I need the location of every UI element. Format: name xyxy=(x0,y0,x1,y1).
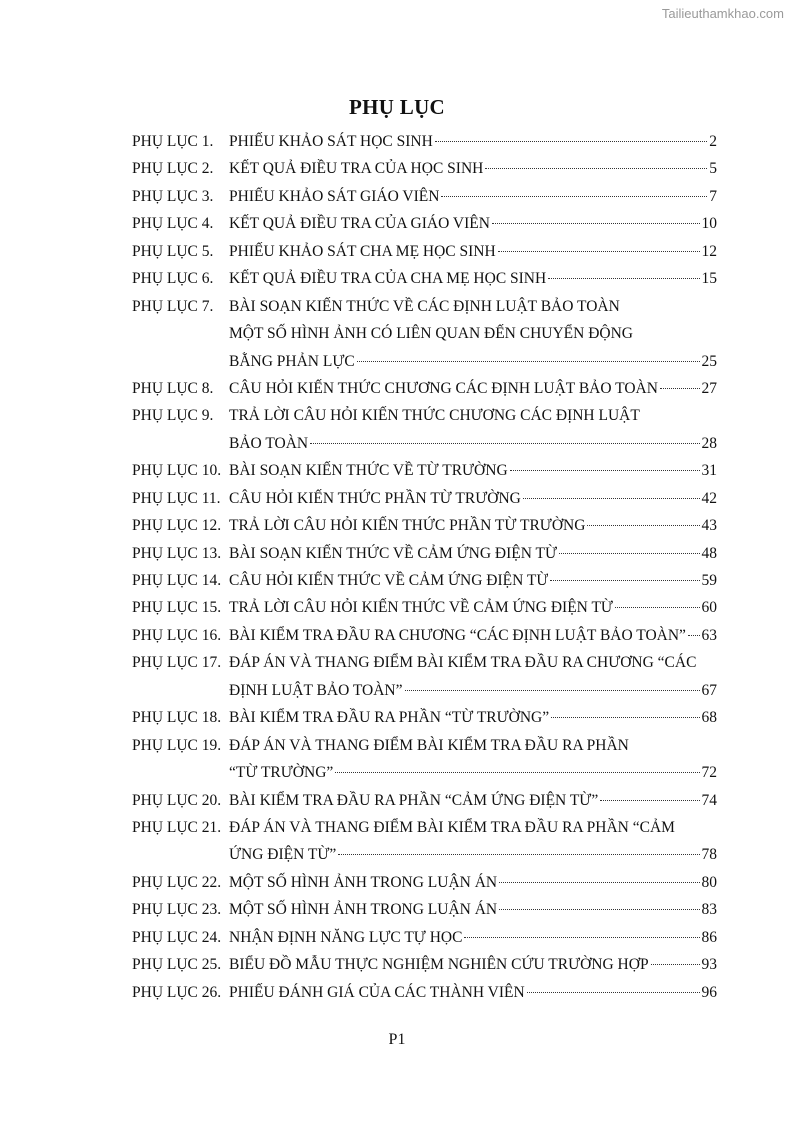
toc-entry-page: 59 xyxy=(701,572,717,589)
toc-entry-page: 43 xyxy=(701,517,717,535)
toc-entry-label: PHỤ LỤC 25. xyxy=(132,956,222,974)
dot-leader xyxy=(405,689,700,691)
dot-leader xyxy=(338,853,699,855)
toc-entry-label: PHỤ LỤC 1. xyxy=(132,133,214,150)
toc-entry-label: PHỤ LỤC 8. xyxy=(132,379,214,397)
dot-leader xyxy=(310,442,699,444)
dot-leader xyxy=(485,167,707,169)
toc-entry-title: CÂU HỎI KIẾN THỨC VỀ CẢM ỨNG ĐIỆN TỪ xyxy=(229,572,549,589)
dot-leader xyxy=(335,771,699,773)
table-of-contents xyxy=(132,128,717,1006)
toc-entry-title: BÀI SOẠN KIẾN THỨC VỀ TỪ TRƯỜNG xyxy=(229,462,508,480)
toc-entry-title: CÂU HỎI KIẾN THỨC CHƯƠNG CÁC ĐỊNH LUẬT BẢO TOÀN xyxy=(229,379,658,397)
toc-entry[interactable] xyxy=(132,841,717,868)
toc-entry-label: PHỤ LỤC 16. xyxy=(132,626,222,644)
toc-entry[interactable] xyxy=(132,567,717,594)
toc-entry-label: PHỤ LỤC 26. xyxy=(132,983,222,1001)
toc-entry-page: 80 xyxy=(701,873,717,891)
toc-entry-label: PHỤ LỤC 15. xyxy=(132,599,222,617)
dot-leader xyxy=(660,387,700,389)
toc-entry[interactable] xyxy=(132,594,717,621)
toc-entry-title: ĐỊNH LUẬT BẢO TOÀN” xyxy=(229,681,403,699)
toc-entry-page: 74 xyxy=(701,791,717,809)
toc-entry[interactable] xyxy=(132,951,717,978)
toc-entry-label: PHỤ LỤC 13. xyxy=(132,544,222,562)
dot-leader xyxy=(523,497,700,499)
toc-entry-title: BẰNG PHẢN LỰC xyxy=(229,352,355,370)
toc-entry-page: 78 xyxy=(701,846,717,864)
toc-entry-title: BÀI KIỂM TRA ĐẦU RA CHƯƠNG “CÁC ĐỊNH LUẬT BẢO TOÀN” xyxy=(229,626,686,644)
toc-entry-title: TRẢ LỜI CÂU HỎI KIẾN THỨC VỀ CẢM ỨNG ĐIỆN TỪ xyxy=(229,599,613,617)
dot-leader xyxy=(499,881,699,883)
dot-leader xyxy=(492,222,700,224)
toc-entry[interactable] xyxy=(132,814,717,841)
toc-entry-label: PHỤ LỤC 19. xyxy=(132,736,222,754)
dot-leader xyxy=(464,936,699,938)
toc-entry-title: ĐÁP ÁN VÀ THANG ĐIỂM BÀI KIỂM TRA ĐẦU RA PHẦN xyxy=(229,736,629,754)
toc-entry[interactable] xyxy=(132,155,717,182)
toc-entry-title: BIỂU ĐỒ MẪU THỰC NGHIỆM NGHIÊN CỨU TRƯỜNG HỢP xyxy=(229,956,649,974)
toc-entry-label: PHỤ LỤC 22. xyxy=(132,873,222,891)
toc-entry-label: PHỤ LỤC 2. xyxy=(132,160,214,178)
toc-entry-page: 12 xyxy=(701,242,717,260)
toc-entry-label: PHỤ LỤC 12. xyxy=(132,517,222,535)
toc-entry[interactable] xyxy=(132,348,717,375)
dot-leader xyxy=(550,579,699,581)
toc-entry[interactable] xyxy=(132,430,717,457)
toc-entry-title: PHIẾU KHẢO SÁT CHA MẸ HỌC SINH xyxy=(229,242,496,260)
toc-entry-title: KẾT QUẢ ĐIỀU TRA CỦA CHA MẸ HỌC SINH xyxy=(229,270,547,288)
toc-entry-label: PHỤ LỤC 7. xyxy=(132,297,214,315)
page-title: PHỤ LỤC xyxy=(348,95,445,119)
dot-leader xyxy=(441,195,707,197)
toc-entry-page: 96 xyxy=(701,983,717,1001)
watermark: Tailieuthamkhao.com xyxy=(661,6,784,21)
toc-entry-label: PHỤ LỤC 23. xyxy=(132,901,222,919)
toc-entry[interactable] xyxy=(132,649,717,676)
toc-entry-page: 68 xyxy=(701,709,717,727)
dot-leader xyxy=(600,799,699,801)
toc-entry-title: PHIẾU KHẢO SÁT HỌC SINH xyxy=(229,133,433,150)
dot-leader xyxy=(435,140,707,142)
toc-entry-page: 15 xyxy=(701,270,717,288)
toc-entry-title: BÀI SOẠN KIẾN THỨC VỀ CẢM ỨNG ĐIỆN TỪ xyxy=(229,544,557,562)
toc-entry[interactable] xyxy=(132,512,717,539)
toc-entry[interactable] xyxy=(132,375,717,402)
dot-leader xyxy=(587,524,699,526)
toc-entry-title: ĐÁP ÁN VÀ THANG ĐIỂM BÀI KIỂM TRA ĐẦU RA CHƯƠNG “CÁC xyxy=(229,654,697,672)
toc-entry-page: 5 xyxy=(709,160,717,178)
toc-entry-label: PHỤ LỤC 5. xyxy=(132,242,214,260)
toc-entry-page: 2 xyxy=(709,133,717,150)
toc-entry-page: 63 xyxy=(701,626,717,644)
toc-entry-label: PHỤ LỤC 6. xyxy=(132,270,214,288)
toc-entry-title: PHIẾU ĐÁNH GIÁ CỦA CÁC THÀNH VIÊN xyxy=(229,983,525,1001)
toc-entry-title: CÂU HỎI KIẾN THỨC PHẦN TỪ TRƯỜNG xyxy=(229,489,521,507)
toc-entry[interactable] xyxy=(132,540,717,567)
dot-leader xyxy=(615,606,700,608)
page-number: P1 xyxy=(388,1031,406,1048)
toc-entry-label: PHỤ LỤC 21. xyxy=(132,818,222,836)
toc-entry-label: PHỤ LỤC 4. xyxy=(132,215,214,233)
toc-entry-page: 7 xyxy=(709,187,717,205)
toc-entry-title: PHIẾU KHẢO SÁT GIÁO VIÊN xyxy=(229,187,440,205)
toc-entry-page: 72 xyxy=(701,764,717,782)
toc-entry-page: 83 xyxy=(701,901,717,919)
toc-entry-page: 67 xyxy=(701,681,717,699)
toc-entry-title: “TỪ TRƯỜNG” xyxy=(229,764,334,782)
toc-entry-title: ỨNG ĐIỆN TỪ” xyxy=(229,846,337,864)
toc-entry-page: 31 xyxy=(701,462,717,480)
toc-entry-page: 93 xyxy=(701,956,717,974)
toc-entry-page: 60 xyxy=(701,599,717,617)
toc-entry-title: NHẬN ĐỊNH NĂNG LỰC TỰ HỌC xyxy=(229,928,463,946)
toc-entry[interactable] xyxy=(132,979,717,1006)
toc-entry-label: PHỤ LỤC 10. xyxy=(132,462,222,480)
toc-entry[interactable] xyxy=(132,704,717,731)
toc-entry-label: PHỤ LỤC 20. xyxy=(132,791,222,809)
toc-entry[interactable] xyxy=(132,457,717,484)
toc-entry[interactable] xyxy=(132,869,717,896)
toc-entry-page: 10 xyxy=(701,215,717,233)
toc-entry-label: PHỤ LỤC 17. xyxy=(132,654,222,672)
toc-entry[interactable] xyxy=(132,759,717,786)
toc-entry-label: PHỤ LỤC 9. xyxy=(132,407,214,425)
toc-entry[interactable] xyxy=(132,128,717,155)
toc-entry[interactable] xyxy=(132,210,717,237)
toc-entry[interactable] xyxy=(132,677,717,704)
toc-entry-page: 25 xyxy=(701,352,717,370)
toc-entry-title: ĐÁP ÁN VÀ THANG ĐIỂM BÀI KIỂM TRA ĐẦU RA PHẦN “CẢM xyxy=(229,818,675,836)
toc-entry[interactable] xyxy=(132,787,717,814)
toc-entry-title: MỘT SỐ HÌNH ẢNH TRONG LUẬN ÁN xyxy=(229,873,498,891)
dot-leader xyxy=(548,277,699,279)
toc-entry-label: PHỤ LỤC 3. xyxy=(132,187,214,205)
dot-leader xyxy=(510,469,700,471)
dot-leader xyxy=(551,716,699,718)
toc-entry[interactable] xyxy=(132,732,717,759)
toc-entry-label: PHỤ LỤC 24. xyxy=(132,928,222,946)
toc-entry[interactable] xyxy=(132,622,717,649)
toc-entry[interactable] xyxy=(132,238,717,265)
toc-entry-label: PHỤ LỤC 18. xyxy=(132,709,222,727)
toc-entry-label: PHỤ LỤC 14. xyxy=(132,572,222,589)
dot-leader xyxy=(527,991,700,993)
dot-leader xyxy=(498,250,700,252)
dot-leader xyxy=(559,552,700,554)
toc-entry-page: 86 xyxy=(701,928,717,946)
dot-leader xyxy=(499,908,699,910)
dot-leader xyxy=(357,360,700,362)
toc-entry-title: KẾT QUẢ ĐIỀU TRA CỦA GIÁO VIÊN xyxy=(229,215,490,233)
toc-entry-title: BÀI KIỂM TRA ĐẦU RA PHẦN “CẢM ỨNG ĐIỆN TỪ” xyxy=(229,791,599,809)
toc-entry[interactable] xyxy=(132,896,717,923)
toc-entry[interactable] xyxy=(132,183,717,210)
toc-entry[interactable] xyxy=(132,293,717,320)
toc-entry[interactable] xyxy=(132,402,717,429)
toc-entry-title: BẢO TOÀN xyxy=(229,434,309,452)
dot-leader xyxy=(651,963,700,965)
toc-entry-title: TRẢ LỜI CÂU HỎI KIẾN THỨC CHƯƠNG CÁC ĐỊNH LUẬT xyxy=(229,407,640,425)
dot-leader xyxy=(688,634,700,636)
toc-entry[interactable] xyxy=(132,485,717,512)
toc-entry[interactable] xyxy=(132,265,717,292)
toc-entry-title: MỘT SỐ HÌNH ẢNH CÓ LIÊN QUAN ĐẾN CHUYỂN ĐỘNG xyxy=(229,325,633,343)
toc-entry[interactable] xyxy=(132,320,717,347)
toc-entry-page: 28 xyxy=(701,434,717,452)
toc-entry-title: KẾT QUẢ ĐIỀU TRA CỦA HỌC SINH xyxy=(229,160,484,178)
toc-entry-page: 48 xyxy=(701,544,717,562)
toc-entry[interactable] xyxy=(132,924,717,951)
toc-entry-title: BÀI KIỂM TRA ĐẦU RA PHẦN “TỪ TRƯỜNG” xyxy=(229,709,550,727)
toc-entry-label: PHỤ LỤC 11. xyxy=(132,489,221,507)
toc-entry-title: MỘT SỐ HÌNH ẢNH TRONG LUẬN ÁN xyxy=(229,901,498,919)
toc-entry-page: 42 xyxy=(701,489,717,507)
toc-entry-title: BÀI SOẠN KIẾN THỨC VỀ CÁC ĐỊNH LUẬT BẢO TOÀN xyxy=(229,297,620,315)
toc-entry-title: TRẢ LỜI CÂU HỎI KIẾN THỨC PHẦN TỪ TRƯỜNG xyxy=(229,517,586,535)
toc-entry-page: 27 xyxy=(701,379,717,397)
